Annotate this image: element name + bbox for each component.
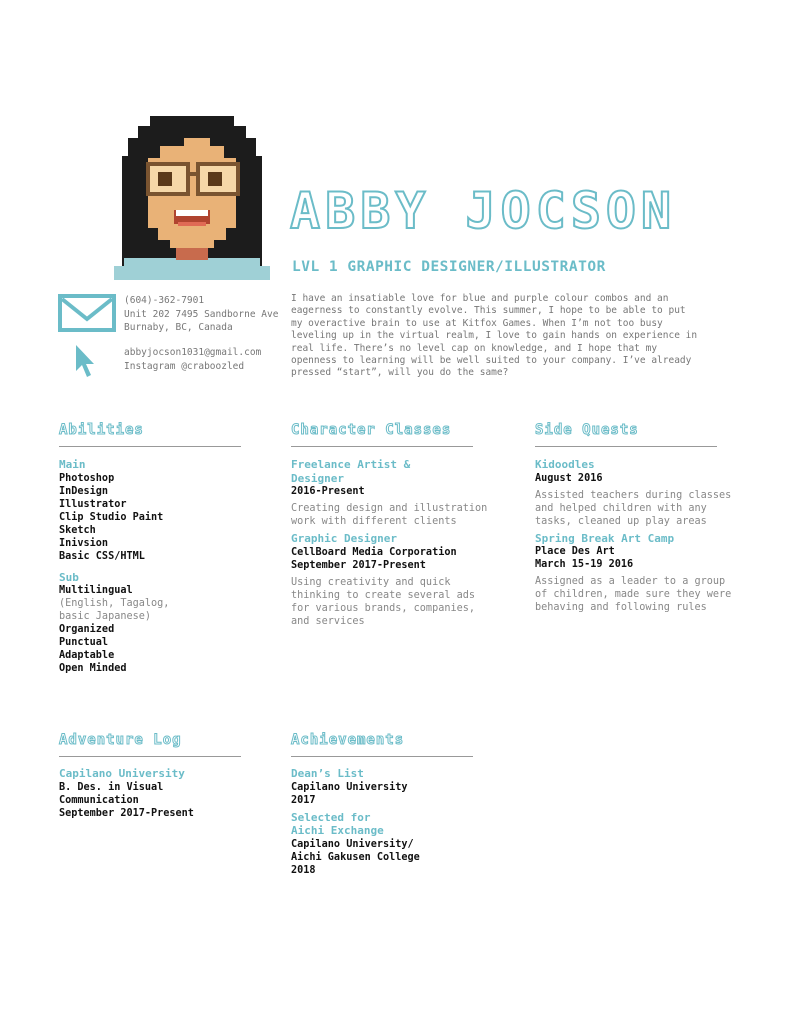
pixel-avatar-image — [114, 116, 270, 280]
job-description: thinking to create several ads — [291, 589, 476, 601]
ability-item: Basic CSS/HTML — [59, 550, 145, 562]
adventure-log-divider — [59, 756, 241, 757]
ability-item: Inivsion — [59, 537, 109, 549]
quest-dates: March 15-19 2016 — [535, 559, 634, 570]
job-description: work with different clients — [291, 516, 457, 527]
mail-icon — [58, 294, 116, 332]
achievements-section — [291, 767, 501, 877]
achievements-heading: Achievements — [291, 732, 405, 748]
job-description: and services — [291, 615, 365, 627]
abilities-section — [59, 458, 259, 675]
ability-item: Open Minded — [59, 663, 127, 674]
achievement-year: 2017 — [291, 794, 316, 806]
side-quests-section — [535, 458, 765, 614]
contact-instagram: Instagram @craboozled — [124, 360, 245, 372]
contact-address-line1: Unit 202 7495 Sandborne Ave — [124, 308, 279, 320]
character-classes-divider — [291, 446, 473, 447]
degree: B. Des. in Visual — [59, 781, 164, 793]
languages-note: (English, Tagalog, — [59, 598, 170, 609]
name-heading: ABBY JOCSON — [290, 182, 677, 240]
character-classes-heading: Character Classes — [291, 422, 452, 438]
achievement-org: Capilano University — [291, 781, 408, 793]
job-company: CellBoard Media Corporation — [291, 546, 457, 558]
quest-description: tasks, cleaned up play areas — [535, 515, 707, 527]
quest-description: Assisted teachers during classes — [535, 489, 732, 501]
adventure-log-heading: Adventure Log — [59, 732, 182, 748]
job-description: Creating design and illustration — [291, 503, 488, 514]
side-quests-divider — [535, 446, 717, 447]
ability-item: Adaptable — [59, 650, 115, 661]
contact-phone: (604)-362-7901 — [124, 295, 205, 306]
adventure-log-section — [59, 767, 259, 820]
degree: Communication — [59, 794, 139, 806]
languages-note: basic Japanese) — [59, 611, 152, 622]
job-dates: 2016-Present — [291, 486, 365, 497]
character-classes-section — [291, 458, 501, 628]
abilities-divider — [59, 446, 241, 447]
quest-place: Place Des Art — [535, 546, 615, 557]
ability-item: Punctual — [59, 637, 109, 648]
ability-item: Sketch — [59, 524, 96, 536]
achievement-title: Dean’s List — [291, 767, 364, 780]
ability-item: InDesign — [59, 485, 109, 497]
achievement-title: Selected for — [291, 810, 371, 824]
achievement-org: Aichi Gakusen College — [291, 851, 420, 863]
side-quests-heading: Side Quests — [535, 422, 639, 438]
abilities-sub-label: Sub — [59, 570, 79, 584]
job-dates: September 2017-Present — [291, 559, 426, 571]
cursor-icon — [76, 345, 98, 379]
ability-item: Illustrator — [59, 498, 127, 510]
ability-item: Organized — [59, 624, 115, 635]
job-title-graphic-designer: Graphic Designer — [291, 532, 397, 545]
job-title-freelance: Freelance Artist & — [291, 458, 411, 471]
contact-address-line2: Burnaby, BC, Canada — [124, 322, 233, 333]
job-title: LVL 1 GRAPHIC DESIGNER/ILLUSTRATOR — [292, 259, 606, 275]
quest-dates: August 2016 — [535, 472, 603, 484]
job-description: for various brands, companies, — [291, 602, 476, 614]
job-description: Using creativity and quick — [291, 576, 451, 588]
achievement-year: 2018 — [291, 864, 316, 876]
ability-item: Multilingual — [59, 585, 133, 596]
abilities-heading: Abilities — [59, 422, 144, 438]
quest-description: of children, made sure they were — [535, 589, 732, 600]
achievement-org: Capilano University/ — [291, 838, 414, 850]
ability-item: Clip Studio Paint — [59, 511, 164, 523]
achievements-divider — [291, 756, 473, 757]
quest-title: Kidoodles — [535, 458, 595, 471]
education-dates: September 2017-Present — [59, 807, 194, 819]
quest-description: behaving and following rules — [535, 602, 707, 613]
achievement-title: Aichi Exchange — [291, 824, 384, 837]
quest-description: Assigned as a leader to a group — [535, 576, 726, 587]
bio-paragraph: I have an insatiable love for blue and purple colour combos and an eagerness to constantly evolve. This summer, I hope to be able to put my overactive brain to use at Kitfox Games. When I’m not too busy leveling up in the virtual realm, I love to gain hands on experience in real life. There’s no level cap on knowledge, and I hope that my openness to learning will be well suited to your company. I’ve already pressed “start”, will you do the same? — [291, 293, 698, 379]
school-name: Capilano University — [59, 767, 185, 780]
ability-item: Photoshop — [59, 472, 115, 484]
contact-email: abbyjocson1031@gmail.com — [124, 347, 262, 358]
abilities-main-label: Main — [59, 458, 86, 471]
quest-description: and helped children with any — [535, 502, 707, 514]
job-title-freelance: Designer — [291, 471, 344, 485]
quest-title: Spring Break Art Camp — [535, 531, 675, 545]
